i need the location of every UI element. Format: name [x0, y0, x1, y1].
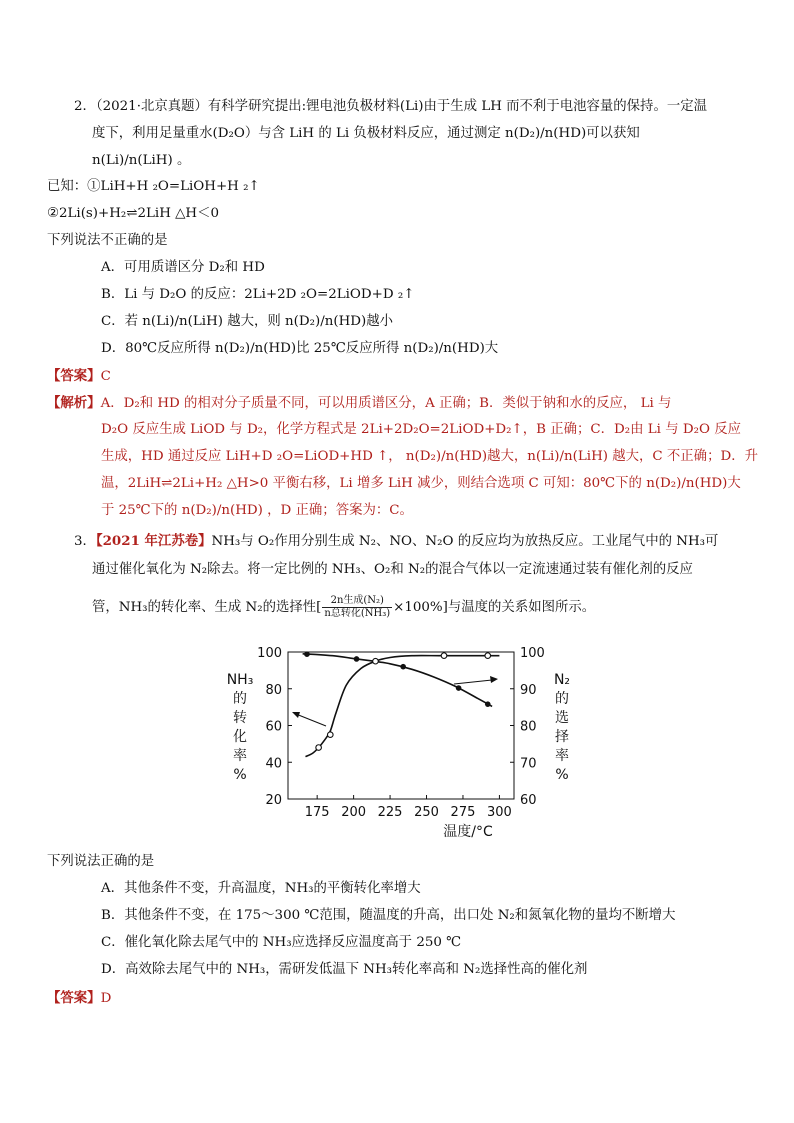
left-axis-label-char: 化	[233, 729, 247, 745]
x-tick-label: 250	[414, 805, 439, 820]
left-axis-ticks	[257, 646, 292, 808]
q2-stem-1: 有科学研究提出:锂电池负极材料(Li)由于生成 LH 而不利于电池容量的保持。一定温	[207, 99, 708, 114]
n2-point	[304, 651, 310, 657]
q2-analysis-line-5: 于 25℃下的 n(D₂)/n(HD) ，D 正确；答案为：C。	[101, 503, 413, 518]
right-axis-label-char: 率	[555, 748, 569, 764]
x-tick-label: 200	[341, 805, 367, 820]
q3-option-d: D．高效除去尾气中的 NH₃，需研发低温下 NH₃转化率高和 N₂选择性高的催化剂	[101, 962, 588, 977]
q3-option-b: B．其他条件不变，在 175～300 ℃范围，随温度的升高，出口处 N₂和氮氧化物的量均不断增大	[101, 908, 676, 923]
right-axis-label-char: 选	[555, 710, 569, 726]
series-nh3-conversion-line	[306, 656, 500, 757]
n2-point	[400, 664, 406, 670]
right-tick-label: 60	[520, 793, 537, 808]
series-n2-selectivity-line	[303, 654, 493, 707]
q3-stem-line-2: 通过催化氧化为 N₂除去。将一定比例的 NH₃、O₂和 N₂的混合气体以一定流速通过装有催化剂的反应	[92, 562, 693, 577]
q3-stem-1: NH₃与 O₂作用分别生成 N₂、NO、N₂O 的反应均为放热反应。工业尾气中的 NH₃可	[211, 534, 719, 549]
right-axis-label-char: 的	[555, 691, 569, 707]
plot-frame	[288, 652, 514, 799]
nh3-point	[327, 732, 333, 738]
q2-answer	[47, 366, 111, 387]
right-tick-label: 70	[520, 756, 537, 772]
x-axis-label: 温度/°C	[443, 824, 493, 840]
left-axis-label-char: %	[233, 767, 247, 783]
conversion-selectivity-chart	[220, 636, 580, 846]
q2-option-c: C．若 n(Li)/n(LiH) 越大，则 n(D₂)/n(HD)越小	[101, 314, 393, 329]
q3-stem-line-1	[74, 531, 718, 552]
x-tick-label: 275	[450, 805, 476, 820]
left-axis-label-char: 的	[233, 691, 247, 707]
right-tick-label: 100	[520, 646, 545, 661]
q2-option-b: B．Li 与 D₂O 的反应：2Li+2D ₂O=2LiOD+D ₂↑	[101, 287, 415, 302]
q3-stem-3a: 管，NH₃的转化率、生成 N₂的选择性[	[92, 600, 322, 615]
q2-stem-line-3: n(Li)/n(LiH) 。	[92, 153, 191, 168]
selectivity-fraction	[322, 595, 392, 620]
right-tick-label: 90	[520, 682, 537, 698]
q3-option-a: A．其他条件不变，升高温度，NH₃的平衡转化率增大	[101, 881, 421, 896]
q2-source: （2021·北京真题）	[95, 99, 208, 114]
q2-analysis-line-4: 温，2LiH⇌2Li+H₂ △H>0 平衡右移，Li 增多 LiH 减少，则结合选项 C 可知：80℃下的 n(D₂)/n(HD)大	[101, 476, 741, 491]
right-axis-label-char: N₂	[553, 672, 571, 688]
q2-analysis-text-1: A．D₂和 HD 的相对分子质量不同，可以用质谱区分，A 正确；B．类似于钠和水的反应， Li 与	[100, 396, 672, 411]
left-tick-label: 60	[265, 719, 282, 735]
q2-analysis-line-2: D₂O 反应生成 LiOD 与 D₂，化学方程式是 2Li+2D₂O=2LiOD+D₂↑，B 正确；C．D₂由 Li 与 D₂O 反应	[101, 422, 741, 437]
right-axis-label-char: %	[555, 767, 569, 783]
nh3-point	[441, 653, 447, 659]
left-tick-label: 40	[265, 756, 282, 772]
nh3-point	[373, 658, 379, 664]
q3-option-c: C．催化氧化除去尾气中的 NH₃应选择反应温度高于 250 ℃	[101, 935, 462, 950]
q3-answer	[47, 988, 111, 1009]
right-arrow-head	[490, 676, 498, 683]
left-tick-label: 20	[265, 793, 282, 808]
q2-answer-value: C	[100, 369, 111, 384]
left-axis-label-char: NH₃	[226, 672, 254, 688]
left-axis-label-char: 率	[233, 748, 247, 764]
nh3-point	[316, 745, 322, 751]
n2-point	[485, 701, 491, 707]
q3-source: 【2021 年江苏卷】	[95, 533, 212, 549]
right-arrow	[454, 676, 498, 684]
q3-answer-value: D	[100, 991, 112, 1006]
q2-prompt: 下列说法不正确的是	[47, 233, 168, 248]
q3-number: 3．	[74, 534, 96, 549]
q2-option-a: A．可用质谱区分 D₂和 HD	[101, 260, 265, 275]
right-axis-label-char: 择	[555, 729, 569, 745]
x-tick-label: 300	[487, 805, 512, 820]
q2-stem-line-1	[74, 97, 707, 117]
nh3-point	[485, 653, 491, 659]
q2-analysis-label: 【解析】	[47, 395, 101, 411]
x-tick-label: 225	[377, 805, 403, 820]
left-arrow-head	[292, 712, 300, 718]
x-tick-label: 175	[304, 805, 330, 820]
q2-number: 2．	[74, 99, 96, 114]
left-tick-label: 80	[265, 682, 282, 698]
q2-known-1: 已知：①LiH+H ₂O=LiOH+H ₂↑	[47, 179, 260, 194]
q2-stem-line-2: 度下，利用足量重水(D₂O）与含 LiH 的 Li 负极材料反应，通过测定 n(D₂)/n(HD)可以获知	[92, 126, 640, 141]
left-axis-label-char: 转	[233, 710, 247, 726]
q3-stem-line-3	[92, 590, 595, 626]
left-tick-label: 100	[257, 646, 282, 661]
q2-analysis-line-1	[47, 393, 671, 414]
n2-point	[456, 685, 462, 691]
series-n2-markers	[304, 651, 490, 707]
left-arrow	[292, 712, 326, 726]
fraction-denominator: n总转化(NH₃)	[324, 608, 391, 619]
left-axis-label	[227, 672, 254, 783]
q2-option-d: D．80℃反应所得 n(D₂)/n(HD)比 25℃反应所得 n(D₂)/n(HD)大	[101, 341, 499, 356]
q3-prompt: 下列说法正确的是	[47, 854, 155, 869]
q2-analysis-line-3: 生成，HD 通过反应 LiH+D ₂O=LiOD+HD ↑， n(D₂)/n(HD)越大，n(Li)/n(LiH) 越大，C 不正确；D．升	[101, 449, 758, 464]
n2-point	[354, 656, 360, 662]
right-tick-label: 80	[520, 719, 537, 735]
q2-answer-label: 【答案】	[47, 368, 101, 384]
right-axis-ticks	[510, 646, 545, 808]
fraction-numerator: 2n生成(N₂)	[322, 595, 392, 608]
q3-answer-label: 【答案】	[47, 990, 101, 1006]
q2-known-2: ②2Li(s)+H₂⇌2LiH △H＜0	[47, 206, 220, 221]
right-axis-label	[554, 672, 570, 783]
q3-stem-3b: ×100%]与温度的关系如图所示。	[393, 600, 596, 615]
